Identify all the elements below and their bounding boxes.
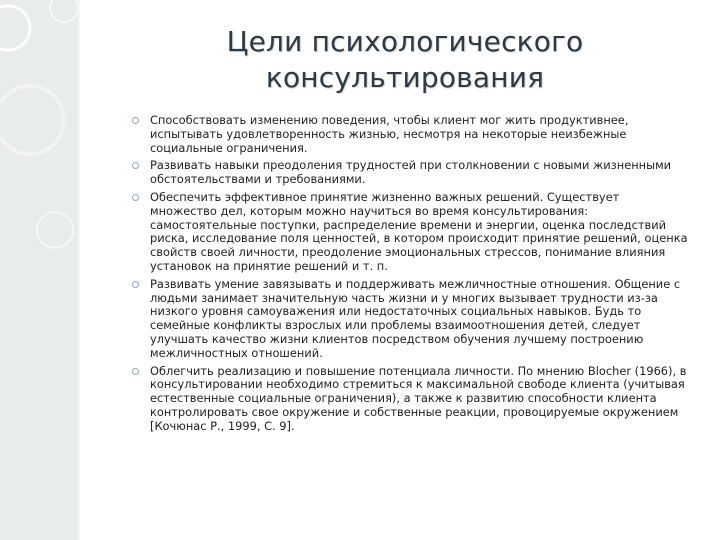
bullet-list (128, 114, 688, 438)
bullet-ring-icon (132, 281, 139, 288)
bullet-text: Развивать умение завязывать и поддерживать межличностные отношения. Общение с людьми занимает значительную часть жизни и у многих вызывает трудности из-за низкого уровня самоуважения или недостаточных социальных навыков. Будь то семейные конфликты взрослых или проблемы взаимоотношения детей, следует улучшать качество жизни клиентов посредством обучения лучшему построению межличностных отношений. (150, 276, 681, 360)
side-divider (78, 0, 80, 540)
bullet-item (128, 191, 688, 274)
bullet-text: Обеспечить эффективное принятие жизненно важных решений. Существует множество дел, которым можно научиться во время консультирования: самостоятельные поступки, распределение времени и энергии, оценка последствий риска, исследование поля ценностей, в котором происходит принятие решений, оценка свойств своей личности, преодоление эмоциональных стрессов, понимание влияния установок на принятие решений и т. п. (150, 189, 688, 273)
title-line-1: Цели психологического (226, 25, 584, 58)
bullet-item (128, 365, 688, 434)
title-line-2: консультирования (265, 61, 545, 94)
decorative-rings (0, 0, 78, 540)
bullet-text: Облегчить реализацию и повышение потенциала личности. По мнению Blocher (1966), в консультировании необходимо стремиться к максимальной свободе клиента (учитывая естественные социальные ограничения), а также к развитию способности клиента контролировать свое окружение и собственные реакции, провоцируемые окружением [Кочюнас Р., 1999, С. 9]. (150, 363, 687, 433)
bullet-item (128, 114, 688, 155)
bullet-ring-icon (132, 194, 139, 201)
bullet-ring-icon (132, 368, 139, 375)
bullet-item (128, 278, 688, 361)
bullet-ring-icon (132, 162, 139, 169)
slide-title (150, 24, 660, 96)
bullet-item (128, 159, 688, 187)
bullet-text: Развивать навыки преодоления трудностей при столкновении с новыми жизненными обстоятельствами и требованиями. (150, 158, 672, 187)
bullet-ring-icon (132, 117, 139, 124)
bullet-text: Способствовать изменению поведения, чтобы клиент мог жить продуктивнее, испытывать удовлетворенность жизнью, несмотря на некоторые неизбежные социальные ограничения. (150, 113, 629, 155)
